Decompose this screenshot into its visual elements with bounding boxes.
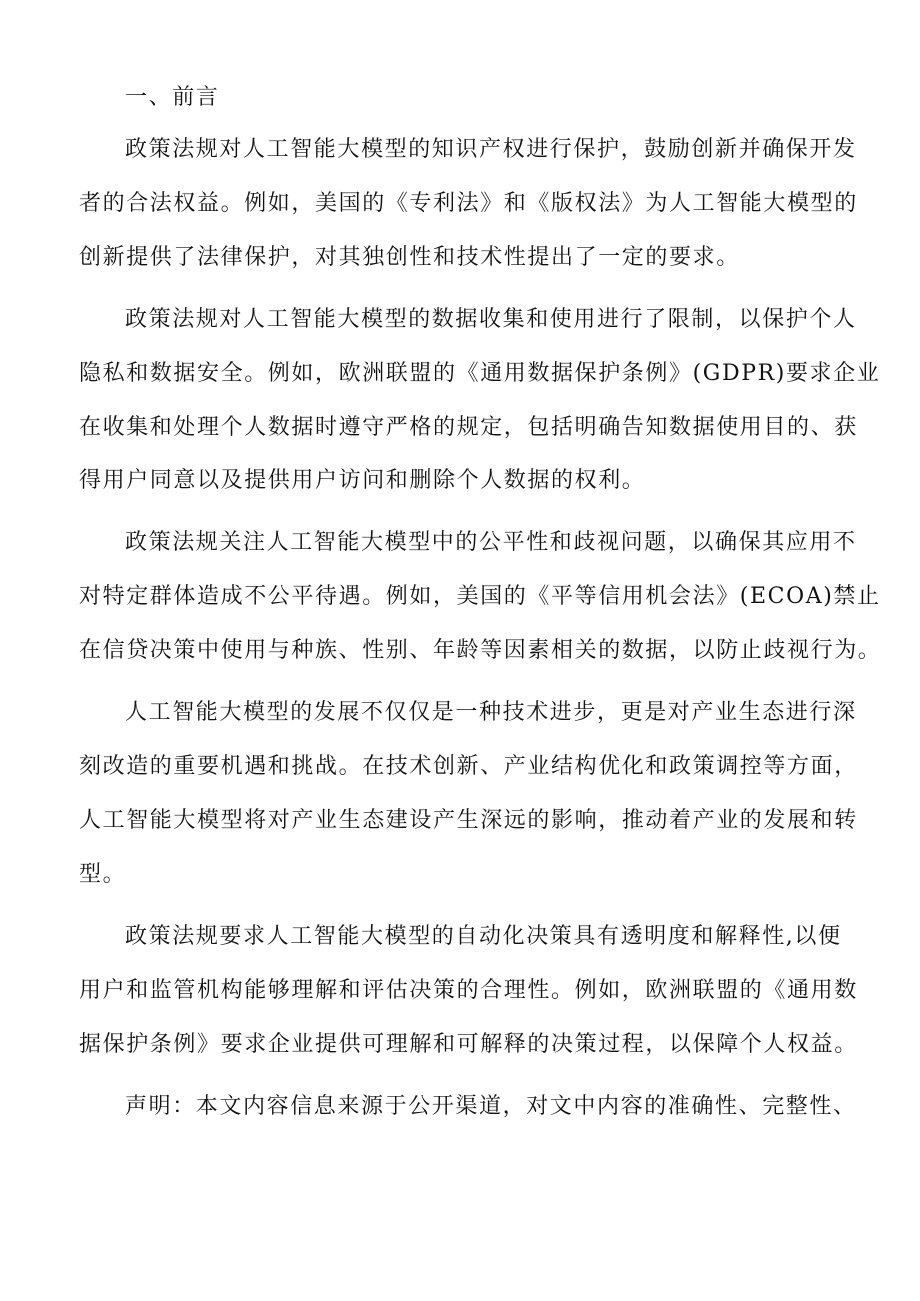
paragraph-1-line-1: 政策法规对人工智能大模型的知识产权进行保护，鼓励创新并确保开发 xyxy=(125,137,857,162)
paragraph-2-line-3: 在收集和处理个人数据时遵守严格的规定，包括明确告知数据使用目的、获 xyxy=(79,415,858,440)
paragraph-2-line-1: 政策法规对人工智能大模型的数据收集和使用进行了限制，以保护个人 xyxy=(125,307,857,332)
section-heading: 一、前言 xyxy=(125,85,220,110)
paragraph-3-line-2: 对特定群体造成不公平待遇。例如，美国的《平等信用机会法》(ECOA)禁止 xyxy=(79,584,881,609)
paragraph-1-line-2: 者的合法权益。例如，美国的《专利法》和《版权法》为人工智能大模型的 xyxy=(79,191,858,216)
paragraph-5-line-3: 据保护条例》要求企业提供可理解和可解释的决策过程，以保障个人权益。 xyxy=(79,1032,858,1057)
paragraph-5-line-1: 政策法规要求人工智能大模型的自动化决策具有透明度和解释性,以便 xyxy=(125,924,842,949)
paragraph-3-line-1: 政策法规关注人工智能大模型中的公平性和歧视问题，以确保其应用不 xyxy=(125,530,857,555)
paragraph-2-line-2: 隐私和数据安全。例如，欧洲联盟的《通用数据保护条例》(GDPR)要求企业 xyxy=(79,361,881,386)
paragraph-1-line-3: 创新提供了法律保护，对其独创性和技术性提出了一定的要求。 xyxy=(79,245,740,270)
paragraph-4-line-2: 刻改造的重要机遇和挑战。在技术创新、产业结构优化和政策调控等方面， xyxy=(79,754,858,779)
paragraph-3-line-3: 在信贷决策中使用与种族、性别、年龄等因素相关的数据，以防止歧视行为。 xyxy=(79,638,882,663)
paragraph-4-line-1: 人工智能大模型的发展不仅仅是一种技术进步，更是对产业生态进行深 xyxy=(125,700,857,725)
paragraph-5-line-2: 用户和监管机构能够理解和评估决策的合理性。例如，欧洲联盟的《通用数 xyxy=(79,978,858,1003)
disclaimer-line-1: 声明：本文内容信息来源于公开渠道，对文中内容的准确性、完整性、 xyxy=(125,1094,857,1119)
paragraph-4-line-4: 型。 xyxy=(79,862,127,887)
paragraph-2-line-4: 得用户同意以及提供用户访问和删除个人数据的权利。 xyxy=(79,468,646,493)
paragraph-4-line-3: 人工智能大模型将对产业生态建设产生深远的影响，推动着产业的发展和转 xyxy=(79,808,858,833)
